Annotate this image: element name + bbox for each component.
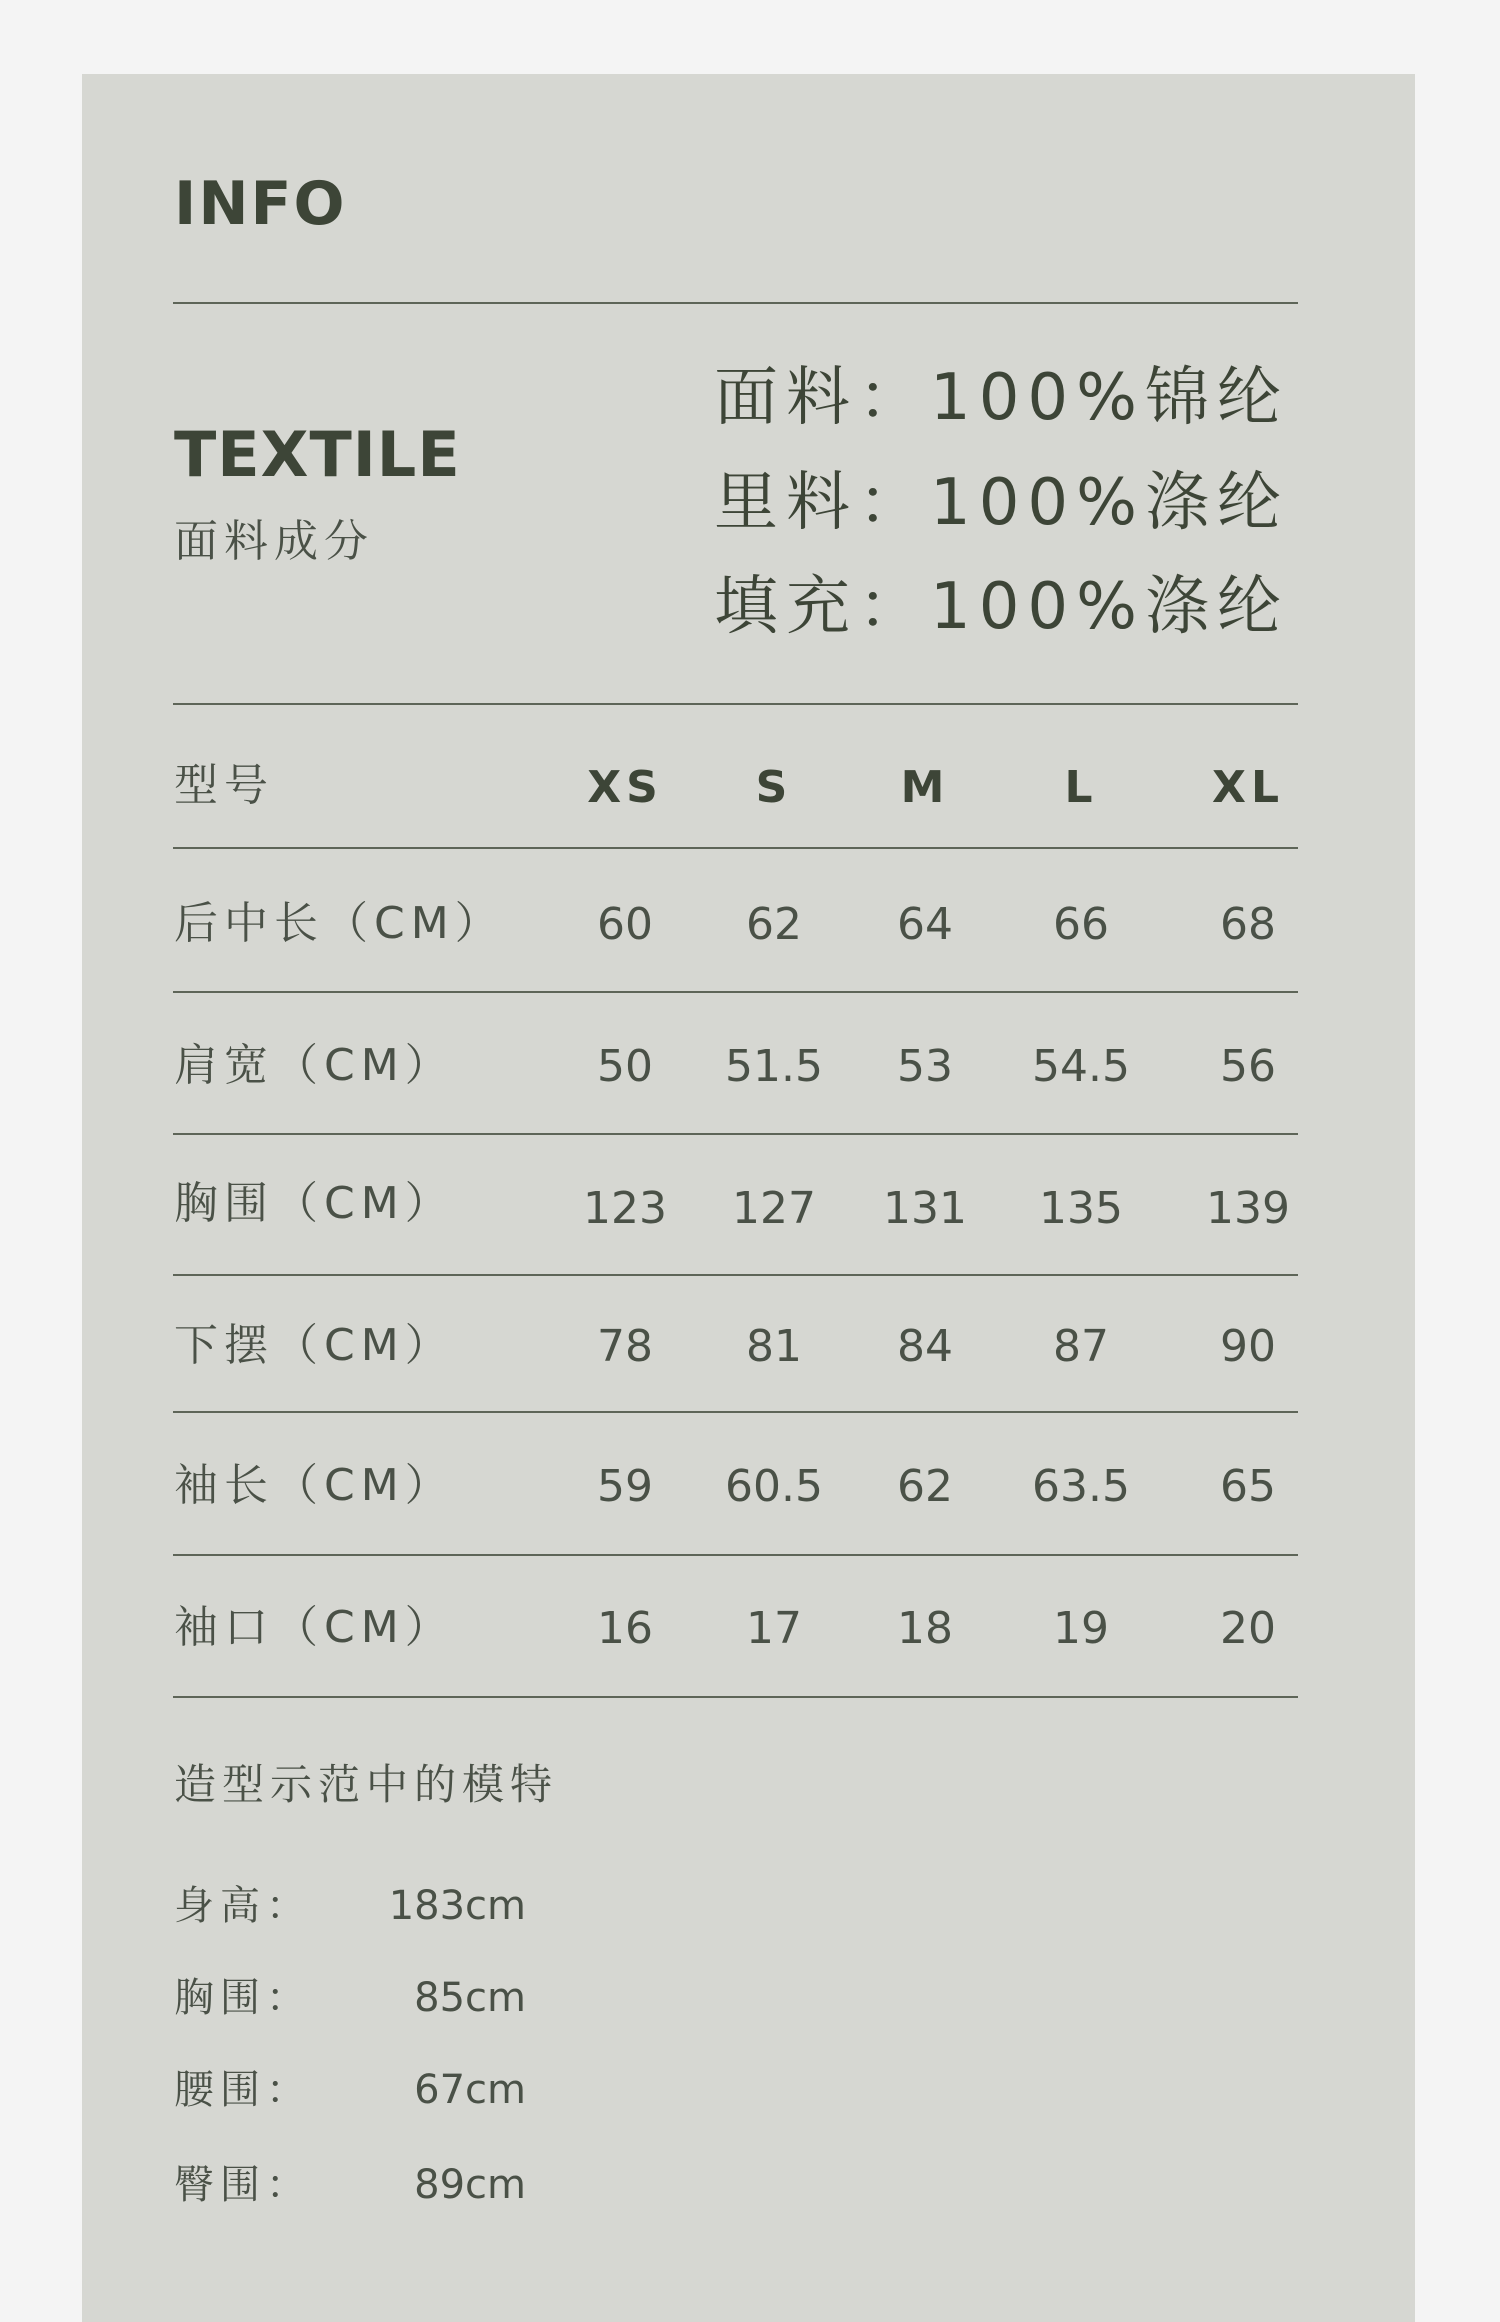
divider-row [173,991,1298,993]
table-cell: 68 [1220,899,1276,950]
divider-textile [173,703,1298,705]
table-cell: 87 [1053,1321,1109,1372]
table-cell: 90 [1220,1321,1276,1372]
info-title: INFO [174,169,347,239]
table-cell: 56 [1220,1041,1276,1092]
table-cell: 17 [746,1603,802,1654]
fabric-line-lining: 里料：100%涤纶 [714,466,1289,540]
row-label-back-length: 后中长（CM） [174,898,505,949]
table-cell: 59 [597,1461,653,1512]
table-cell: 19 [1053,1603,1109,1654]
table-cell: 84 [897,1321,953,1372]
table-cell: 53 [897,1041,953,1092]
table-cell: 131 [883,1183,967,1234]
size-header-m: M [900,762,950,813]
info-card [82,74,1415,2322]
model-title: 造型示范中的模特 [174,1760,559,1809]
table-cell: 139 [1206,1183,1290,1234]
table-cell: 127 [732,1183,816,1234]
table-cell: 51.5 [725,1041,823,1092]
table-cell: 81 [746,1321,802,1372]
row-label-hem: 下摆（CM） [174,1320,455,1371]
table-cell: 135 [1039,1183,1123,1234]
row-label-shoulder: 肩宽（CM） [174,1040,455,1091]
textile-title: TEXTILE [174,418,461,491]
fabric-line-shell: 面料：100%锦纶 [714,361,1289,435]
row-label-sleeve-length: 袖长（CM） [174,1460,455,1511]
model-label-chest: 胸围： [174,1975,312,2021]
table-cell: 62 [897,1461,953,1512]
divider-info [173,302,1298,304]
table-cell: 60.5 [725,1461,823,1512]
model-value-chest: 85cm [414,1975,526,2021]
size-header-label: 型号 [174,760,274,811]
model-label-waist: 腰围： [174,2067,312,2113]
model-value-hip: 89cm [414,2162,526,2208]
table-cell: 20 [1220,1603,1276,1654]
table-cell: 65 [1220,1461,1276,1512]
table-cell: 64 [897,899,953,950]
table-cell: 63.5 [1032,1461,1130,1512]
table-cell: 18 [897,1603,953,1654]
table-cell: 54.5 [1032,1041,1130,1092]
size-header-xl: XL [1212,762,1284,813]
table-cell: 78 [597,1321,653,1372]
row-label-cuff: 袖口（CM） [174,1602,455,1653]
size-header-s: S [755,762,793,813]
divider-row [173,1274,1298,1276]
table-cell: 123 [583,1183,667,1234]
fabric-line-filling: 填充：100%涤纶 [714,570,1289,644]
divider-row [173,1133,1298,1135]
row-label-chest: 胸围（CM） [174,1178,455,1229]
table-cell: 50 [597,1041,653,1092]
table-cell: 60 [597,899,653,950]
model-value-waist: 67cm [414,2067,526,2113]
textile-subtitle: 面料成分 [174,516,374,567]
size-header-xs: XS [587,762,663,813]
size-header-l: L [1064,762,1098,813]
divider-table-bottom [173,1696,1298,1698]
table-cell: 62 [746,899,802,950]
divider-row [173,1554,1298,1556]
divider-row [173,1411,1298,1413]
divider-header [173,847,1298,849]
table-cell: 66 [1053,899,1109,950]
model-value-height: 183cm [388,1883,526,1929]
model-label-height: 身高： [174,1883,312,1929]
model-label-hip: 臀围： [174,2162,312,2208]
table-cell: 16 [597,1603,653,1654]
